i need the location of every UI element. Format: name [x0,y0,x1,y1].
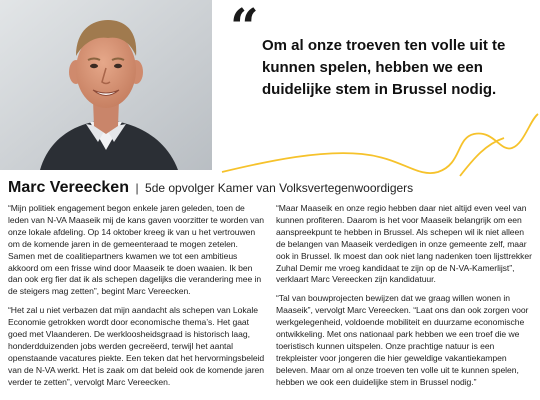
article-left-column [8,203,266,396]
quote-mark: “ [230,0,255,56]
headline-separator: | [135,181,139,195]
portrait-photo [0,0,212,170]
candidate-name: Marc Vereecken [8,179,129,196]
article-right-column [276,203,534,396]
paragraph: “Maar Maaseik en onze regio hebben daar niet altijd even veel van kunnen profiteren. Daarom is het voor Maaseik belangrijk om een aanspreekpunt te hebben in Brussel. Als schepen wil ik niet alleen de belangen van Maaseik verdedigen in onze gemeente zelf, maar ook in Brussel. Ik moest dan ook niet lang nadenken toen lijsttrekker Zuhal Demir me vroeg kandidaat te zijn op de N-VA-Kamerlijst”, verklaart Marc Vereecken zijn kandidatuur. [276,203,532,285]
headline [8,179,533,197]
pull-quote: Om al onze troeven ten volle uit te kunnen spelen, hebben we een duidelijke stem in Brussel nodig. [262,37,506,98]
candidate-role: 5de opvolger Kamer van Volksvertegenwoordigers [145,181,414,195]
paragraph: “Mijn politiek engagement begon enkele jaren geleden, toen de leden van N-VA Maaseik mij de kans gaven voorzitter te worden van onze lokale afdeling. Op 14 oktober kreeg ik van u het vertrouwen om de komende jaren in de gemeenteraad te mogen zetelen. Samen met de coalitiepartners kwamen we tot een ambitieus akkoord om een frisse wind door Maaseik te doen waaien. Ik ben dan ook erg fier dat ik als schepen dagelijks die verandering mee in de steigers mag zetten”, begint Marc Vereecken. [8,203,264,297]
paragraph: “Het zal u niet verbazen dat mijn aandacht als schepen van Lokale Economie getrokken wordt door economische thema’s. Het gaat goed met Vlaanderen. De werkloosheidsgraad is historisch laag, honderdduizenden jobs werden gecreëerd, terwijl het aantal openstaande vacatures piekte. Een teken dat het hervormingsbeleid van de N-VA werkt. Het is zaak om dat beleid ook de komende jaren verder te zetten”, vervolgt Marc Vereecken. [8,305,265,387]
paragraph: “Tal van bouwprojecten bewijzen dat we graag willen wonen in Maaseik”, vervolgt Marc Vereecken. “Laat ons dan ook zorgen voor werkgelegenheid, voldoende mobiliteit en duurzame economische ontwikkeling. Met ons nationaal park hebben we een troef die we toeristisch kunnen uitspelen. Onze prachtige natuur is een trekpleister voor jongeren die hier geweldige vakantiekampen beleven. Maar om al onze troeven ten volle uit te kunnen spelen, hebben we ook een duidelijke stem in Brussel nodig.” [276,293,529,387]
